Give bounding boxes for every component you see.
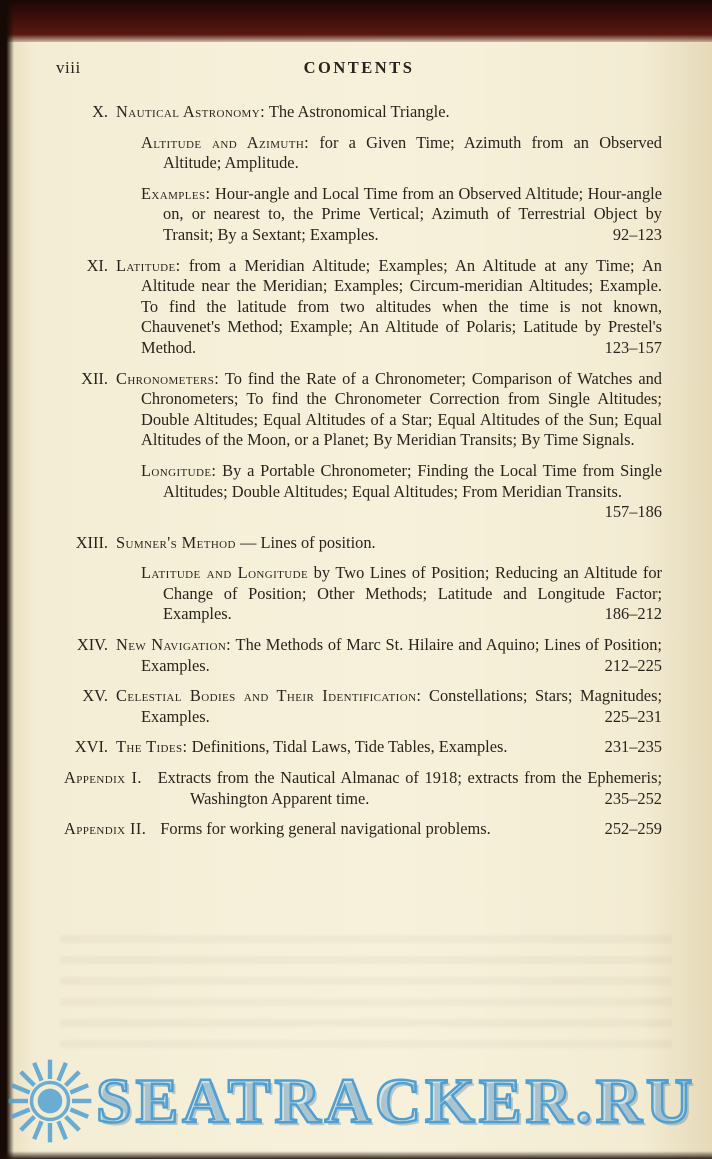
toc-subentry-altitude-azimuth [141,133,662,174]
entry-body [116,635,662,676]
scan-edge-bottom [0,1151,712,1159]
page-range: 212–225 [604,655,662,675]
entry-title: Latitude and Longitude [141,563,309,583]
toc-subentry-examples [141,184,662,246]
sun-logo-icon [6,1057,94,1145]
page-number-folio: viii [56,58,81,77]
scan-edge-left [0,0,14,1159]
watermark-text: SEATRACKER.RU [96,1065,697,1136]
entry-title: Celestial Bodies and Their Identification: [116,686,422,706]
page-range: 157–186 [604,502,662,522]
entry-title: Altitude and Azimuth: [141,132,310,152]
entry-title: The Tides: [116,737,188,757]
page-range: 235–252 [604,788,662,808]
entry-text: Hour-angle and Local Time from an Observed Altitude; Hour-angle on, or nearest to, the Prime Vertical; Azimuth of Terrestrial Object by Transit; By a Sextant; Examples. [163,183,662,244]
entry-text: by Two Lines of Position; Reducing an Altitude for Change of Position; Other Methods; Latitude and Longitude Factor; Examples. [163,563,662,624]
toc-entry-chapter-xvi [56,737,662,758]
toc-entry-chapter-xii [56,369,662,451]
entry-body [116,533,662,554]
entry-title: Latitude: [116,255,181,275]
entry-text: from a Meridian Altitude; Examples; An Altitude at any Time; An Altitude near the Meridian; Examples; Circum-meridian Altitudes; Example. To find the latitude from two altitudes when the time is not known, Chauvenet's Method; Example; An Altitude of Polaris; Latitude by Prestel's Method. [141,255,662,357]
entry-text: Constellations; Stars; Magnitudes; Examples. [141,686,662,726]
page-range: 231–235 [604,737,662,757]
toc-entry-chapter-xi [56,256,662,359]
entry-body [116,369,662,451]
toc-entry-appendix-ii [56,819,662,840]
entry-title: Sumner's Method [116,532,236,552]
page-range: 123–157 [604,337,662,357]
entry-text: Forms for working general navigational problems. [156,819,491,839]
page-header-title: CONTENTS [303,58,415,77]
toc-subentry-longitude [141,461,662,523]
entry-body [116,256,662,359]
entry-text: To find the Rate of a Chronometer; Comparison of Watches and Chronometers; To find the Chronometer Correction from Single Altitudes; Double Altitudes; Equal Altitudes of a Star; Equal Altitudes of the Sun; Equal Altitudes of the Moon, or a Planet; By Meridian Transits; By Time Signals. [141,368,662,450]
chapter-number: XI. [86,255,108,275]
chapter-number: XIV. [76,635,108,655]
toc-entry-chapter-xv [56,686,662,727]
entry-title: Chronometers: [116,368,220,388]
watermark [6,1057,706,1145]
entry-body [116,686,662,727]
entry-title: Examples: [141,183,211,203]
entry-text: Definitions, Tidal Laws, Tide Tables, Examples. [187,737,508,757]
entry-text: The Astronomical Triangle. [265,102,450,121]
toc-entry-appendix-i [56,768,662,809]
entry-body [116,737,662,758]
entry-text: — Lines of position. [235,532,376,552]
entry-body [116,102,662,123]
entry-title: Nautical Astronomy: [116,102,266,121]
page-range: 186–212 [604,604,662,624]
entry-text: The Methods of Marc St. Hilaire and Aquino; Lines of Position; Examples. [141,635,662,675]
page-showthrough [60,935,672,1060]
toc-entry-chapter-x [56,102,662,123]
page-range: 225–231 [604,706,662,726]
entry-text: Extracts from the Nautical Almanac of 1918; extracts from the Ephemeris; Washington Apparent time. [151,768,662,808]
toc-entry-chapter-xiii [56,533,662,554]
page-header [56,58,662,78]
toc-entry-chapter-xiv [56,635,662,676]
chapter-number: XIII. [75,532,108,552]
page-range: 252–259 [604,819,662,839]
chapter-number: X. [92,102,108,121]
chapter-number: XV. [82,686,108,706]
entry-text: By a Portable Chronometer; Finding the Local Time from Single Altitudes; Double Altitudes; Equal Altitudes; From Meridian Transits. [163,460,662,501]
entry-title: Appendix I. [64,768,142,788]
chapter-number: XVI. [74,737,108,757]
page-range: 92–123 [612,224,662,244]
entry-title: Appendix II. [64,819,147,839]
entry-title: New Navigation: [116,635,232,655]
chapter-number: XII. [81,368,108,388]
entry-title: Longitude: [141,460,217,480]
toc-subentry-latitude-longitude [141,563,662,625]
entry-text: for a Given Time; Azimuth from an Observed Altitude; Amplitude. [163,132,663,173]
scan-edge-top [0,0,712,42]
